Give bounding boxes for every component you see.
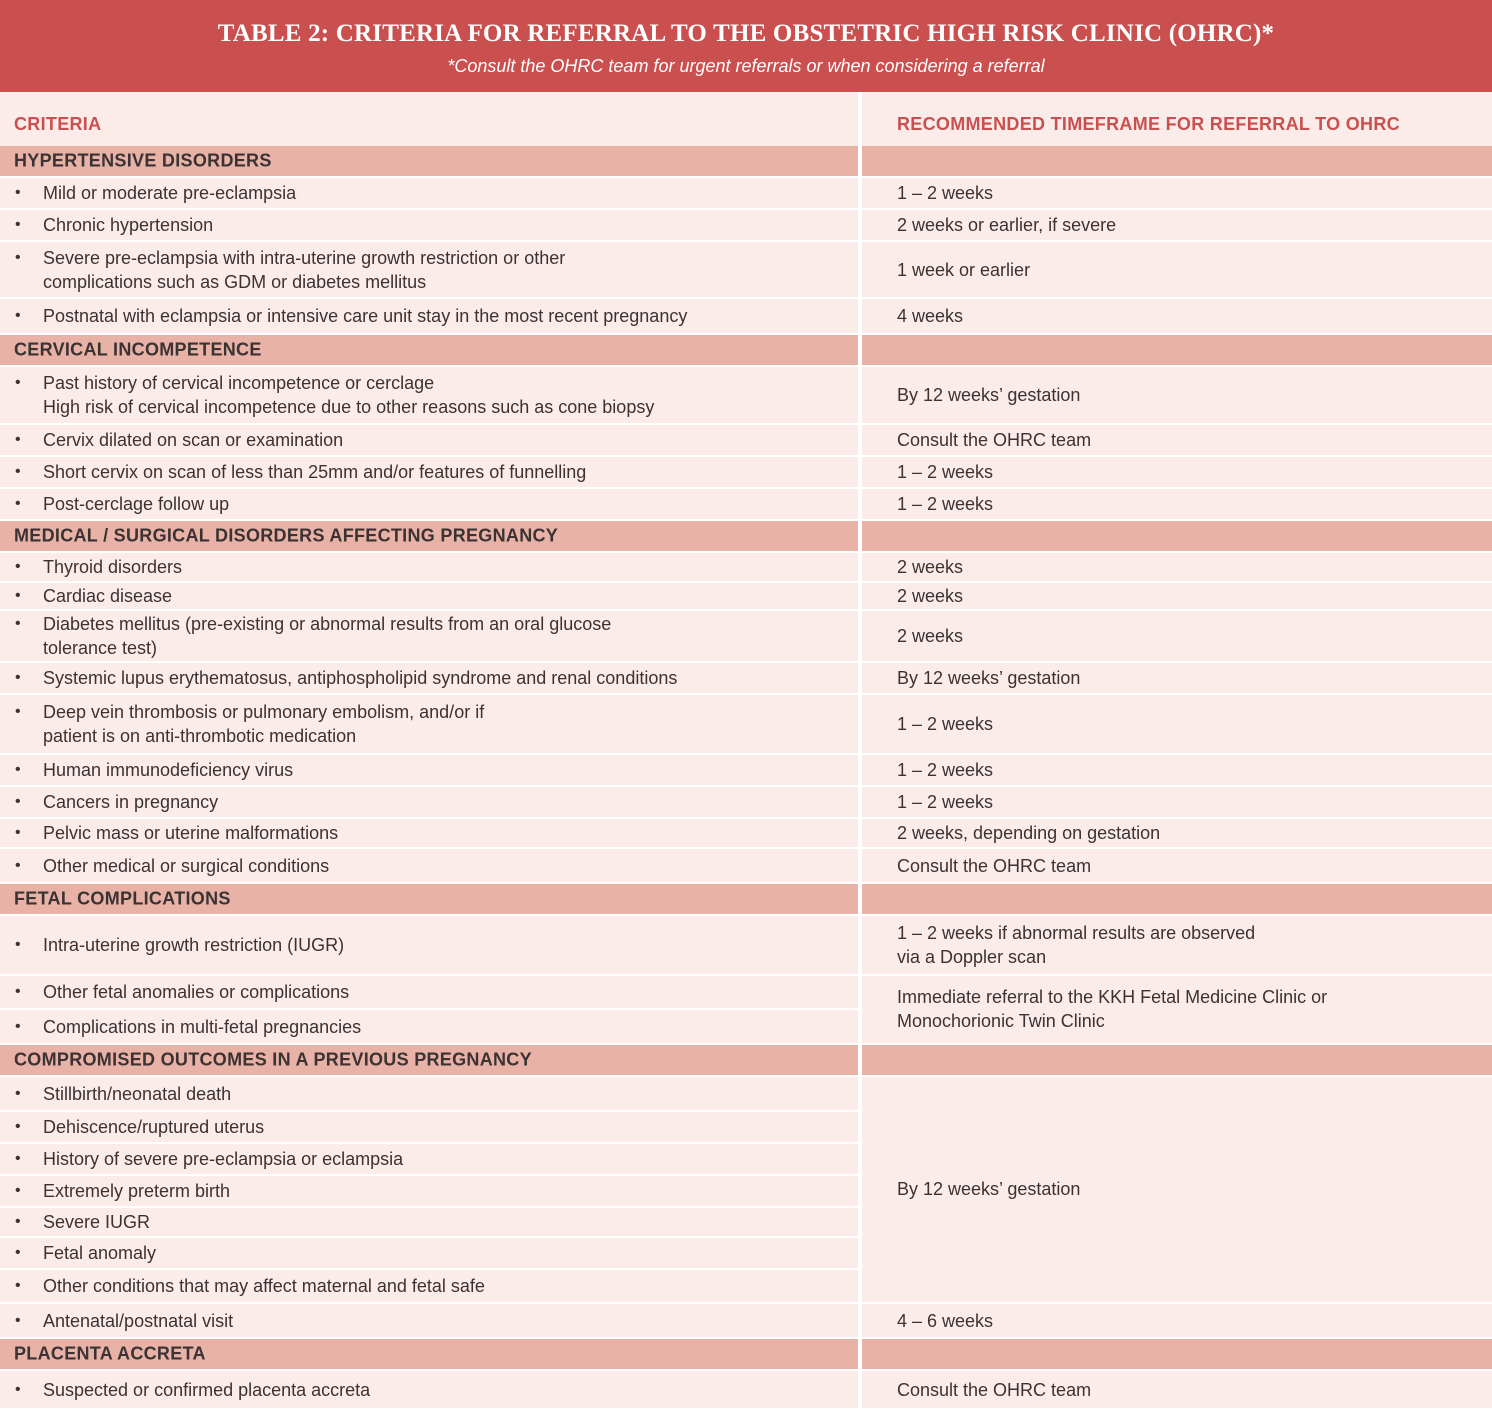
bullet-icon: • xyxy=(15,1244,21,1261)
timeframe-text-line: 1 – 2 weeks xyxy=(897,760,994,780)
criteria-text-line: Other medical or surgical conditions xyxy=(43,855,330,876)
criteria-text-line: Deep vein thrombosis or pulmonary embolism, and/or if xyxy=(43,702,485,722)
bullet-icon: • xyxy=(15,1118,21,1135)
timeframe-text xyxy=(897,854,1457,878)
timeframe-text xyxy=(897,821,1457,845)
bullet-icon: • xyxy=(15,1213,21,1230)
bullet-icon: • xyxy=(15,1277,21,1294)
timeframe-text xyxy=(897,985,1457,1033)
criteria-text-line: complications such as GDM or diabetes mellitus xyxy=(43,271,427,292)
criteria-text-line: Severe IUGR xyxy=(43,1212,151,1232)
criteria-text-line: Dehiscence/ruptured uterus xyxy=(43,1117,265,1137)
timeframe-text-line: 2 weeks xyxy=(897,586,964,606)
criteria-text-line: Chronic hypertension xyxy=(43,215,214,235)
bullet-icon: • xyxy=(15,824,21,841)
table-row xyxy=(0,489,1492,521)
criteria-text-line: Systemic lupus erythematosus, antiphospholipid syndrome and renal conditions xyxy=(43,668,678,688)
timeframe-text-line: 1 – 2 weeks if abnormal results are observed xyxy=(897,923,1256,943)
timeframe-text-line: 1 – 2 weeks xyxy=(897,792,994,812)
column-header-criteria: CRITERIA xyxy=(14,114,102,134)
criteria-text xyxy=(43,758,843,782)
timeframe-text xyxy=(897,383,1457,407)
timeframe-text-line: By 12 weeks’ gestation xyxy=(897,1178,1081,1199)
section-title: CERVICAL INCOMPETENCE xyxy=(14,339,262,360)
criteria-text xyxy=(43,492,843,516)
timeframe-text-line: 4 weeks xyxy=(897,306,964,326)
timeframe-text xyxy=(897,712,1457,736)
timeframe-text-line: 2 weeks or earlier, if severe xyxy=(897,215,1117,235)
criteria-text xyxy=(43,1241,843,1265)
timeframe-text-line: via a Doppler scan xyxy=(897,947,1047,967)
criteria-text xyxy=(43,612,843,660)
criteria-text xyxy=(43,933,843,957)
criteria-text-line: tolerance test) xyxy=(43,638,158,658)
table-row xyxy=(0,178,1492,210)
timeframe-text-line: By 12 weeks’ gestation xyxy=(897,385,1081,405)
criteria-text xyxy=(43,428,843,452)
section-header-hypertensive xyxy=(0,146,1492,178)
bullet-icon: • xyxy=(15,615,21,632)
criteria-text-line: Cardiac disease xyxy=(43,586,173,606)
section-title: FETAL COMPLICATIONS xyxy=(14,888,231,909)
criteria-text-line: Past history of cervical incompetence or cerclage xyxy=(43,373,435,393)
bullet-icon: • xyxy=(15,558,21,575)
criteria-text xyxy=(43,246,843,294)
section-title: PLACENTA ACCRETA xyxy=(14,1343,206,1364)
criteria-text xyxy=(43,666,843,690)
criteria-text xyxy=(43,980,843,1004)
criteria-text-line: Human immunodeficiency virus xyxy=(43,760,294,780)
criteria-text xyxy=(43,304,843,328)
timeframe-text xyxy=(897,666,1457,690)
criteria-text xyxy=(43,1309,843,1333)
criteria-text-line: Pelvic mass or uterine malformations xyxy=(43,823,339,843)
criteria-text xyxy=(43,1115,843,1139)
table-row xyxy=(0,1304,1492,1339)
table-row xyxy=(0,1371,1492,1410)
column-header-timeframe: RECOMMENDED TIMEFRAME FOR REFERRAL TO OHRC xyxy=(897,114,1400,134)
bullet-icon: • xyxy=(15,184,21,201)
bullet-icon: • xyxy=(15,495,21,512)
criteria-text-line: Extremely preterm birth xyxy=(43,1181,231,1201)
criteria-text-line: Severe pre-eclampsia with intra-uterine growth restriction or other xyxy=(43,247,566,268)
criteria-text-line: Suspected or confirmed placenta accreta xyxy=(43,1379,371,1400)
bullet-icon: • xyxy=(15,307,21,324)
criteria-text xyxy=(43,1274,843,1298)
criteria-text-line: Antenatal/postnatal visit xyxy=(43,1310,234,1331)
timeframe-text-line: 1 – 2 weeks xyxy=(897,183,994,203)
table-row xyxy=(0,299,1492,335)
bullet-icon: • xyxy=(15,1084,21,1102)
table-row xyxy=(0,457,1492,489)
criteria-text-line: Stillbirth/neonatal death xyxy=(43,1083,232,1104)
section-title: COMPROMISED OUTCOMES IN A PREVIOUS PREGNANCY xyxy=(14,1049,532,1070)
table-row xyxy=(0,583,1492,611)
criteria-text xyxy=(43,371,843,419)
column-divider xyxy=(858,92,862,1410)
criteria-text-line: Fetal anomaly xyxy=(43,1243,157,1263)
bullet-icon: • xyxy=(15,761,21,778)
table-row xyxy=(0,553,1492,583)
table-row xyxy=(0,242,1492,299)
bullet-icon: • xyxy=(15,431,21,448)
bullet-icon: • xyxy=(15,936,21,953)
timeframe-text xyxy=(897,624,1457,648)
bullet-icon: • xyxy=(15,1311,21,1329)
table-row xyxy=(0,695,1492,755)
criteria-text-line: Other fetal anomalies or complications xyxy=(43,982,350,1002)
criteria-text xyxy=(43,555,843,579)
timeframe-text-line: 1 – 2 weeks xyxy=(897,462,994,482)
criteria-text-line: patient is on anti-thrombotic medication xyxy=(43,726,357,746)
timeframe-text-line: 2 weeks xyxy=(897,626,964,646)
bullet-icon: • xyxy=(15,216,21,233)
criteria-text-line: Postnatal with eclampsia or intensive care unit stay in the most recent pregnancy xyxy=(43,306,688,326)
timeframe-text xyxy=(897,555,1457,579)
table-row xyxy=(0,210,1492,242)
timeframe-text xyxy=(897,1309,1457,1333)
criteria-text-line: Mild or moderate pre-eclampsia xyxy=(43,183,297,203)
table-row xyxy=(0,787,1492,819)
table-row xyxy=(0,849,1492,884)
section-header-previous xyxy=(0,1045,1492,1077)
timeframe-text xyxy=(897,584,1457,608)
criteria-text xyxy=(43,1082,843,1106)
merged-timeframe-cell xyxy=(862,976,1492,1043)
bullet-icon: • xyxy=(15,374,21,391)
table-row xyxy=(0,663,1492,695)
bullet-icon: • xyxy=(15,587,21,604)
table-row xyxy=(0,819,1492,849)
timeframe-text xyxy=(897,460,1457,484)
bullet-icon: • xyxy=(15,248,21,266)
criteria-text xyxy=(43,460,843,484)
criteria-text xyxy=(43,1015,843,1039)
criteria-text xyxy=(43,1210,843,1234)
merged-timeframe-cell xyxy=(862,1077,1492,1302)
table-row xyxy=(0,367,1492,425)
timeframe-text xyxy=(897,921,1457,969)
criteria-text-line: Intra-uterine growth restriction (IUGR) xyxy=(43,935,345,955)
timeframe-text-line: Consult the OHRC team xyxy=(897,1379,1092,1400)
table-title: TABLE 2: CRITERIA FOR REFERRAL TO THE OBSTETRIC HIGH RISK CLINIC (OHRC)* xyxy=(217,20,1275,47)
criteria-text-line: Cervix dilated on scan or examination xyxy=(43,430,344,450)
timeframe-text xyxy=(897,213,1457,237)
criteria-text-line: Thyroid disorders xyxy=(43,557,183,577)
bullet-icon: • xyxy=(15,983,21,1000)
criteria-text-line: Cancers in pregnancy xyxy=(43,792,219,812)
table-row xyxy=(0,916,1492,976)
timeframe-text xyxy=(897,758,1457,782)
timeframe-text xyxy=(897,1177,1457,1201)
criteria-text xyxy=(43,821,843,845)
timeframe-text xyxy=(897,492,1457,516)
timeframe-text xyxy=(897,1378,1457,1402)
table-row xyxy=(0,611,1492,663)
criteria-text-line: Diabetes mellitus (pre-existing or abnormal results from an oral glucose xyxy=(43,614,612,634)
criteria-text xyxy=(43,700,843,748)
criteria-text xyxy=(43,213,843,237)
bullet-icon: • xyxy=(15,463,21,480)
timeframe-text-line: Immediate referral to the KKH Fetal Medicine Clinic or xyxy=(897,986,1328,1007)
timeframe-text-line: 1 – 2 weeks xyxy=(897,714,994,734)
timeframe-text-line: 4 – 6 weeks xyxy=(897,1310,994,1331)
bullet-icon: • xyxy=(15,1017,21,1035)
timeframe-text-line: Monochorionic Twin Clinic xyxy=(897,1010,1105,1031)
table-row xyxy=(0,425,1492,457)
criteria-text-line: Other conditions that may affect maternal and fetal safe xyxy=(43,1276,485,1296)
timeframe-text-line: 1 – 2 weeks xyxy=(897,494,994,514)
table-banner xyxy=(0,0,1492,92)
criteria-text xyxy=(43,1378,843,1402)
bullet-icon: • xyxy=(15,669,21,686)
timeframe-text xyxy=(897,428,1457,452)
criteria-text-line: Post-cerclage follow up xyxy=(43,494,230,514)
section-header-fetal xyxy=(0,884,1492,916)
criteria-text xyxy=(43,1147,843,1171)
timeframe-text xyxy=(897,790,1457,814)
criteria-text-line: Short cervix on scan of less than 25mm and/or features of funnelling xyxy=(43,462,587,482)
bullet-icon: • xyxy=(15,1380,21,1398)
criteria-text xyxy=(43,584,843,608)
timeframe-text-line: 1 week or earlier xyxy=(897,259,1031,280)
bullet-icon: • xyxy=(15,1182,21,1199)
timeframe-text-line: 2 weeks xyxy=(897,557,964,577)
timeframe-text-line: Consult the OHRC team xyxy=(897,430,1092,450)
table-row xyxy=(0,755,1492,787)
section-title: HYPERTENSIVE DISORDERS xyxy=(14,150,272,171)
criteria-text xyxy=(43,790,843,814)
timeframe-text xyxy=(897,304,1457,328)
criteria-text-line: History of severe pre-eclampsia or eclampsia xyxy=(43,1149,404,1169)
section-title: MEDICAL / SURGICAL DISORDERS AFFECTING PREGNANCY xyxy=(14,525,559,546)
timeframe-text xyxy=(897,258,1457,282)
section-header-medical xyxy=(0,521,1492,553)
bullet-icon: • xyxy=(15,793,21,810)
bullet-icon: • xyxy=(15,703,21,720)
criteria-text xyxy=(43,181,843,205)
criteria-text-line: Complications in multi-fetal pregnancies xyxy=(43,1016,362,1037)
timeframe-text-line: 2 weeks, depending on gestation xyxy=(897,823,1161,843)
section-header-placenta xyxy=(0,1339,1492,1371)
bullet-icon: • xyxy=(15,1150,21,1167)
timeframe-text-line: Consult the OHRC team xyxy=(897,855,1092,876)
timeframe-text xyxy=(897,181,1457,205)
bullet-icon: • xyxy=(15,856,21,874)
criteria-text xyxy=(43,1179,843,1203)
section-header-cervical xyxy=(0,335,1492,367)
timeframe-text-line: By 12 weeks’ gestation xyxy=(897,668,1081,688)
criteria-text-line: High risk of cervical incompetence due to other reasons such as cone biopsy xyxy=(43,397,655,417)
table-subtitle: *Consult the OHRC team for urgent referrals or when considering a referral xyxy=(447,56,1045,76)
criteria-text xyxy=(43,854,843,878)
